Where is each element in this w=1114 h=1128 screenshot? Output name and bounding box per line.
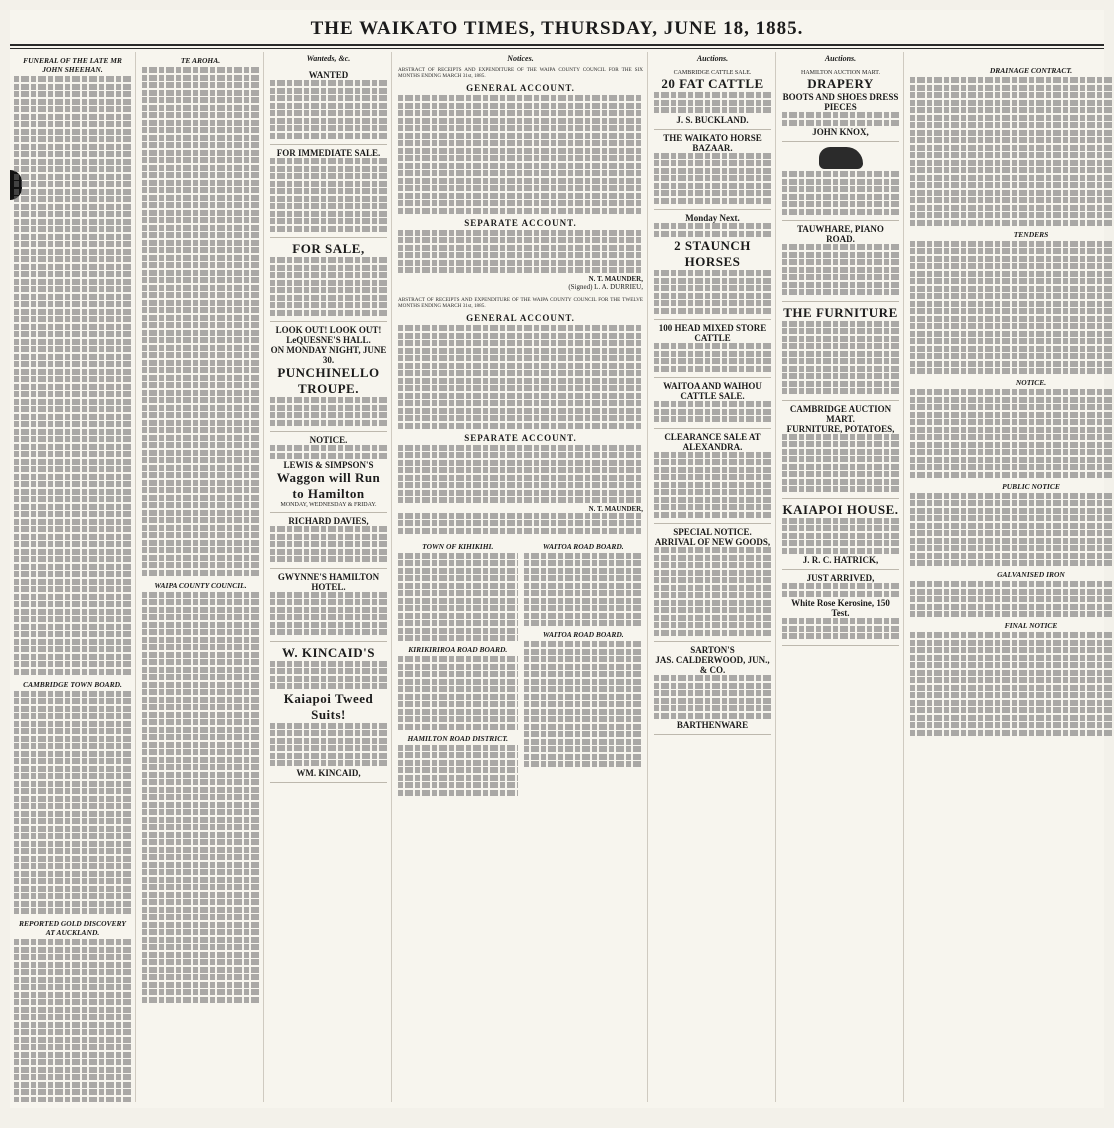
- ledger-table: [398, 230, 643, 274]
- section-header: Auctions.: [824, 54, 857, 63]
- advertisement: [782, 142, 899, 221]
- notice-grid: [398, 538, 643, 798]
- ledger-title: SEPARATE ACCOUNT.: [464, 217, 577, 228]
- ledger-table: [398, 325, 643, 429]
- advertisement: WAITOA AND WAIHOU CATTLE SALE.: [654, 378, 771, 429]
- column-6: [778, 52, 904, 1102]
- newspaper-page: [10, 10, 1104, 1108]
- article-body: [142, 592, 259, 1003]
- notice-heading: TENDERS: [1013, 229, 1049, 239]
- ledger-title: SEPARATE ACCOUNT.: [464, 432, 577, 443]
- advertisement: THE FURNITURE: [782, 302, 899, 401]
- article-heading: REPORTED GOLD DISCOVERY AT AUCKLAND.: [19, 919, 126, 937]
- advertisement: W. KINCAID'S Kaiapoi Tweed Suits! WM. KINCAID,: [270, 642, 387, 783]
- article-body: [142, 67, 259, 576]
- advertisement: RICHARD DAVIES,: [270, 513, 387, 569]
- notice-block: WAITOA ROAD BOARD. WAITOA ROAD BOARD.: [524, 538, 644, 798]
- section-header: Wanteds, &c.: [306, 54, 351, 63]
- article-body: [14, 691, 131, 915]
- ledger-title: GENERAL ACCOUNT.: [466, 83, 575, 94]
- advertisement: SPECIAL NOTICE. ARRIVAL OF NEW GOODS,: [654, 524, 771, 642]
- signature: (Signed) L. A. DURRIEU,: [568, 282, 643, 291]
- masthead-rule: [10, 44, 1104, 49]
- ledger-table: [398, 95, 643, 214]
- section-header: Notices.: [507, 54, 534, 63]
- notice-text: ABSTRACT OF RECEIPTS AND EXPENDITURE OF THE WAIPA COUNTY COUNCIL FOR THE SIX MONTHS ENDING MARCH 31st, 1885.: [398, 67, 643, 80]
- advertisement: Monday Next. 2 STAUNCH HORSES: [654, 210, 771, 320]
- advertisement: FOR SALE,: [270, 238, 387, 322]
- section-header: Auctions.: [696, 54, 729, 63]
- advertisement: THE WAIKATO HORSE BAZAAR.: [654, 130, 771, 211]
- notice-heading: NOTICE.: [1015, 378, 1047, 387]
- signature: N. T. MAUNDER,: [588, 274, 643, 283]
- advertisement: FOR IMMEDIATE SALE.: [270, 145, 387, 238]
- advertisement: LOOK OUT! LOOK OUT! LeQUESNE'S HALL. ON MONDAY NIGHT, JUNE 30. PUNCHINELLO TROUPE.: [270, 322, 387, 432]
- horse-illustration: [819, 147, 863, 169]
- advertisement: CAMBRIDGE CATTLE SALE. 20 FAT CATTLE J. S. BUCKLAND.: [654, 67, 771, 130]
- notice-heading: PUBLIC NOTICE: [1002, 481, 1060, 491]
- notice-heading: GALVANISED IRON: [997, 570, 1065, 579]
- columns: [10, 52, 1104, 1102]
- advertisement: JUST ARRIVED, White Rose Kerosine, 150 Test.: [782, 570, 899, 646]
- advertisement: NOTICE. LEWIS & SIMPSON'S Waggon will Run to Hamilton MONDAY, WEDNESDAY & FRIDAY.: [270, 432, 387, 513]
- advertisement: KAIAPOI HOUSE. J. R. C. HATRICK,: [782, 499, 899, 571]
- article-heading: CAMBRIDGE TOWN BOARD.: [23, 679, 122, 689]
- article-heading: WAIPA COUNTY COUNCIL.: [154, 580, 247, 590]
- advertisement: WANTED: [270, 67, 387, 145]
- column-3: [266, 52, 392, 1102]
- advertisement: 100 HEAD MIXED STORE CATTLE: [654, 320, 771, 378]
- column-5: [650, 52, 776, 1102]
- ledger-table: [398, 445, 643, 504]
- column-1: [10, 52, 136, 1102]
- advertisement: HAMILTON AUCTION MART. DRAPERY BOOTS AND SHOES DRESS PIECES JOHN KNOX,: [782, 67, 899, 142]
- advertisement: CLEARANCE SALE AT ALEXANDRA.: [654, 429, 771, 525]
- article-heading: FUNERAL OF THE LATE MR JOHN SHEEHAN.: [23, 56, 122, 74]
- signature: N. T. MAUNDER,: [588, 504, 643, 513]
- notice-heading: DRAINAGE CONTRACT.: [989, 66, 1073, 75]
- column-2: [138, 52, 264, 1102]
- article-body: [14, 939, 131, 1102]
- advertisement: SARTON'S JAS. CALDERWOOD, JUN., & CO. BARTHENWARE: [654, 642, 771, 735]
- notice-heading: FINAL NOTICE: [1004, 621, 1058, 630]
- advertisement: TAUWHARE, PIANO ROAD.: [782, 221, 899, 302]
- notice-text: ABSTRACT OF RECEIPTS AND EXPENDITURE OF THE WAIPA COUNTY COUNCIL FOR THE TWELVE MONTHS ENDING MARCH 31st, 1885.: [398, 296, 643, 310]
- ledger-title: GENERAL ACCOUNT.: [466, 313, 575, 324]
- column-4-notices: [394, 52, 648, 1102]
- notice-block: TOWN OF KIHIKIHI. KIRIKIRIROA ROAD BOARD. HAMILTON ROAD DISTRICT.: [398, 538, 518, 798]
- article-body: [14, 76, 131, 675]
- column-7: [906, 52, 1114, 1102]
- masthead-title: THE WAIKATO TIMES, THURSDAY, JUNE 18, 1885.: [310, 18, 804, 39]
- advertisement: GWYNNE'S HAMILTON HOTEL.: [270, 569, 387, 642]
- advertisement: CAMBRIDGE AUCTION MART. FURNITURE, POTATOES,: [782, 401, 899, 499]
- article-heading: TE AROHA.: [180, 56, 221, 65]
